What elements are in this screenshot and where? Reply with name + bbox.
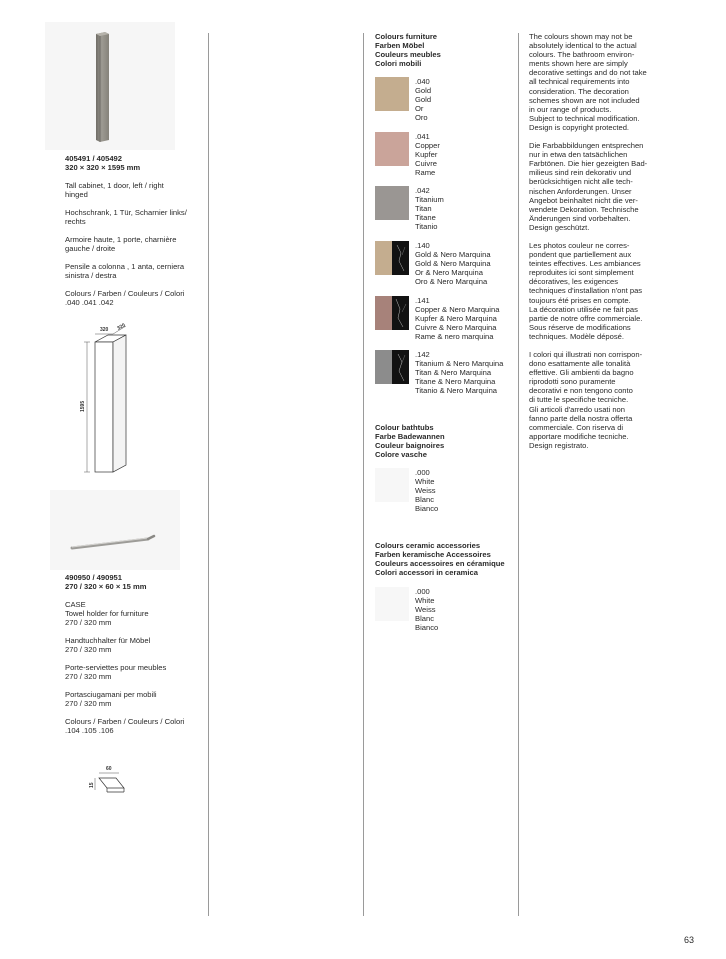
product1-colours-label: Colours / Farben / Couleurs / Colori — [65, 289, 185, 298]
tall-cabinet-image — [45, 22, 175, 150]
drawing1-depth: 320 — [116, 322, 127, 332]
swatch-bathtub-000-white — [375, 468, 409, 502]
disclaimer-it-line: fanno parte della nostra offerta — [529, 413, 633, 423]
swatch-042-it: Titanio — [415, 222, 438, 231]
tall-cabinet-drawing — [72, 320, 142, 480]
column-divider-1 — [208, 33, 209, 916]
furniture-heading-en: Colours furniture — [375, 32, 438, 41]
swatch-141-en: Copper & Nero Marquina — [415, 305, 500, 314]
swatch-042-label — [415, 186, 444, 231]
swatch-140-en: Gold & Nero Marquina — [415, 250, 491, 259]
swatch-040-label — [415, 77, 431, 122]
product2-desc-fr-1: Porte-serviettes pour meubles — [65, 663, 167, 672]
product2-desc-de-1: Handtuchhalter für Möbel — [65, 636, 151, 645]
product2-name: CASE — [65, 600, 86, 609]
disclaimer-it-line: effettive. Gli ambienti da bagno — [529, 368, 634, 378]
disclaimer-it-line: apportare modifiche tecniche. — [529, 431, 629, 441]
bathtubs-colours-heading — [375, 423, 445, 459]
swatch-ceramic-000-white — [375, 587, 409, 621]
drawing2-height: 15 — [89, 782, 95, 788]
swatch-bathtub-000-label — [415, 468, 438, 513]
swatch-141-code: .141 — [415, 296, 430, 305]
swatch-142-label — [415, 350, 503, 395]
swatch-bathtub-it: Bianco — [415, 504, 439, 513]
disclaimer-it-line: riprodotti sono puramente — [529, 377, 616, 387]
disclaimer-de-line: Design geschützt. — [529, 222, 590, 232]
swatch-140-gold-marquina — [375, 241, 409, 275]
disclaimer-en-line: colours. The bathroom environ- — [529, 50, 635, 60]
swatch-041-it: Rame — [415, 168, 436, 177]
swatch-041-en: Copper — [415, 141, 440, 150]
swatch-141-it: Rame & nero marquina — [415, 332, 494, 341]
product1-text — [65, 154, 187, 307]
disclaimer-de-line: berücksichtigen nicht alle tech- — [529, 177, 633, 187]
swatch-142-de: Titan & Nero Marquina — [415, 368, 492, 377]
disclaimer-it-line: Gli articoli d'arredo usati non — [529, 404, 625, 414]
towel-holder-drawing — [86, 760, 136, 800]
ceramic-heading-de: Farben keramische Accessoires — [375, 550, 491, 559]
disclaimer-de-line: wendete Dekoration. Technische — [529, 204, 639, 214]
swatch-041-code: .041 — [415, 132, 430, 141]
swatch-ceramic-de: Weiss — [415, 605, 436, 614]
product2-text — [65, 573, 184, 735]
disclaimer-fr-line: techniques. Modèle déposé. — [529, 331, 624, 341]
disclaimer-en-line: consideration. The decoration — [529, 86, 629, 96]
swatch-042-de: Titan — [415, 204, 432, 213]
swatch-bathtub-en: White — [415, 477, 435, 486]
swatch-142-code: .142 — [415, 350, 430, 359]
tall-cabinet-photo — [45, 22, 175, 150]
swatch-041-label — [415, 132, 440, 177]
swatch-ceramic-en: White — [415, 596, 435, 605]
disclaimer-en — [529, 32, 647, 132]
disclaimer-fr-line: Les photos couleur ne corres- — [529, 240, 630, 250]
swatch-ceramic-000-label — [415, 587, 438, 632]
swatch-040-de: Gold — [415, 95, 432, 104]
disclaimer-en-line: absolutely identical to the actual — [529, 41, 637, 51]
product1-desc-fr-1: Armoire haute, 1 porte, charnière — [65, 235, 177, 244]
disclaimer-en-line: all technical requirements into — [529, 77, 630, 87]
swatch-041-de: Kupfer — [415, 150, 438, 159]
ceramic-colours-heading — [375, 541, 505, 577]
disclaimer-en-line: The colours shown may not be — [529, 32, 633, 41]
disclaimer-en-line: Design is copyright protected. — [529, 122, 630, 132]
product2-desc-it-1: Portasciugamani per mobili — [65, 690, 157, 699]
swatch-bathtub-code: .000 — [415, 468, 430, 477]
disclaimer-fr — [529, 241, 647, 341]
bathtubs-heading-de: Farbe Badewannen — [375, 432, 445, 441]
bathtubs-heading-fr: Couleur baignoires — [375, 441, 445, 450]
product2-desc-it-2: 270 / 320 mm — [65, 699, 112, 708]
swatch-ceramic-fr: Blanc — [415, 614, 434, 623]
disclaimer-it — [529, 350, 647, 450]
disclaimer-fr-line: La décoration utilisée ne fait pas — [529, 304, 638, 314]
swatch-040-en: Gold — [415, 86, 432, 95]
disclaimer-en-line: decorative settings and do not take — [529, 68, 647, 78]
swatch-142-it: Titanio & Nero Marquina — [415, 386, 498, 395]
swatch-140-de: Gold & Nero Marquina — [415, 259, 491, 268]
disclaimer-en-line: Subject to technical modification. — [529, 113, 640, 123]
ceramic-heading-fr: Couleurs accessoires en céramique — [375, 559, 505, 568]
product2-code: 490950 / 490951 — [65, 573, 123, 582]
swatch-040-gold — [375, 77, 409, 111]
product2-colours-label: Colours / Farben / Couleurs / Colori — [65, 717, 185, 726]
disclaimer-de-line: Angebot beinhaltet nicht die ver- — [529, 195, 638, 205]
disclaimer-it-line: I colori qui illustrati non corrispon- — [529, 350, 643, 359]
disclaimer-fr-line: Sous réserve de modifications — [529, 322, 631, 332]
furniture-heading-fr: Couleurs meubles — [375, 50, 441, 59]
disclaimer-fr-line: toujours été prises en compte. — [529, 295, 631, 305]
towel-holder-image — [50, 490, 180, 570]
product2-colours-codes: .104 .105 .106 — [65, 726, 114, 735]
disclaimer-de — [529, 141, 647, 232]
swatch-040-it: Oro — [415, 113, 428, 122]
ceramic-heading-it: Colori accessori in ceramica — [375, 568, 478, 577]
swatch-ceramic-it: Bianco — [415, 623, 439, 632]
disclaimer-fr-line: reproduites ici sont simplement — [529, 268, 634, 278]
product2-desc-de-2: 270 / 320 mm — [65, 645, 112, 654]
disclaimer-en-line: in our range of products. — [529, 104, 612, 114]
disclaimer-fr-line: pondent que partiellement aux — [529, 250, 632, 260]
product2-desc-en-2: 270 / 320 mm — [65, 618, 112, 627]
swatch-040-code: .040 — [415, 77, 430, 86]
column-divider-2 — [363, 33, 364, 916]
swatch-140-code: .140 — [415, 241, 430, 250]
disclaimer-de-line: Die Farbabbildungen entsprechen — [529, 141, 644, 151]
swatch-041-copper — [375, 132, 409, 166]
swatch-ceramic-code: .000 — [415, 587, 430, 596]
product2-desc-fr-2: 270 / 320 mm — [65, 672, 112, 681]
product1-desc-it-2: sinistra / destra — [65, 271, 117, 280]
furniture-heading-it: Colori mobili — [375, 59, 422, 68]
swatch-140-fr: Or & Nero Marquina — [415, 268, 483, 277]
swatch-041-fr: Cuivre — [415, 159, 437, 168]
disclaimer-en-line: ments shown here are simply — [529, 59, 628, 69]
drawing1-width: 320 — [100, 327, 109, 333]
swatch-141-fr: Cuivre & Nero Marquina — [415, 323, 497, 332]
column-divider-3 — [518, 33, 519, 916]
swatch-042-fr: Titane — [415, 213, 436, 222]
swatch-040-fr: Or — [415, 104, 424, 113]
page-number: 63 — [684, 935, 695, 945]
disclaimer-it-line: dono esattamente alle tonalità — [529, 359, 631, 369]
product1-desc-en-2: hinged — [65, 190, 88, 199]
swatch-141-copper-marquina — [375, 296, 409, 330]
furniture-heading-de: Farben Möbel — [375, 41, 425, 50]
disclaimer-de-line: Farbtönen. Die hier gezeigten Bad- — [529, 159, 648, 169]
swatch-042-en: Titanium — [415, 195, 444, 204]
ceramic-heading-en: Colours ceramic accessories — [375, 541, 481, 550]
disclaimer-it-line: commerciale. Con riserva di — [529, 422, 624, 432]
product2-dims: 270 / 320 × 60 × 15 mm — [65, 582, 147, 591]
disclaimer-de-line: Änderungen sind vorbehalten. — [529, 213, 631, 223]
swatch-141-label — [415, 296, 499, 341]
disclaimer-fr-line: teintes effectives. Les ambiances — [529, 259, 641, 269]
disclaimer-en-line: schemes shown are not included — [529, 95, 640, 105]
swatch-140-it: Oro & Nero Marquina — [415, 277, 488, 286]
disclaimer-de-line: milieus sind rein dekorativ und — [529, 168, 632, 178]
bathtubs-heading-en: Colour bathtubs — [375, 423, 434, 432]
swatch-141-de: Kupfer & Nero Marquina — [415, 314, 497, 323]
product1-dims: 320 × 320 × 1595 mm — [65, 163, 141, 172]
disclaimer-fr-line: partie de notre offre commerciale. — [529, 313, 643, 323]
product2-desc-en-1: Towel holder for furniture — [65, 609, 149, 618]
disclaimer-column — [529, 32, 647, 450]
drawing2-width: 60 — [106, 766, 112, 772]
product1-desc-en-1: Tall cabinet, 1 door, left / right — [65, 181, 164, 190]
product1-desc-de-2: rechts — [65, 217, 86, 226]
disclaimer-it-line: di tutte le specifiche tecniche. — [529, 395, 629, 405]
disclaimer-it-line: Design registrato. — [529, 440, 589, 450]
towel-holder-photo — [50, 490, 180, 570]
swatch-bathtub-fr: Blanc — [415, 495, 434, 504]
product1-code: 405491 / 405492 — [65, 154, 123, 163]
furniture-colours-heading — [375, 32, 441, 68]
disclaimer-de-line: nur in etwa den tatsächlichen — [529, 150, 628, 160]
product1-desc-it-1: Pensile a colonna , 1 anta, cerniera — [65, 262, 185, 271]
product1-desc-fr-2: gauche / droite — [65, 244, 116, 253]
swatch-bathtub-de: Weiss — [415, 486, 436, 495]
disclaimer-it-line: decorativi e non tengono conto — [529, 386, 633, 396]
swatch-140-label — [415, 241, 491, 286]
swatch-142-titanium-marquina — [375, 350, 409, 384]
swatch-042-code: .042 — [415, 186, 430, 195]
swatch-142-fr: Titane & Nero Marquina — [415, 377, 496, 386]
disclaimer-de-line: nischen Anforderungen. Unser — [529, 186, 632, 196]
product1-colours-codes: .040 .041 .042 — [65, 298, 114, 307]
product1-desc-de-1: Hochschrank, 1 Tür, Scharnier links/ — [65, 208, 187, 217]
swatch-142-en: Titanium & Nero Marquina — [415, 359, 504, 368]
bathtubs-heading-it: Colore vasche — [375, 450, 427, 459]
drawing1-height: 1595 — [80, 400, 86, 412]
swatch-042-titanium — [375, 186, 409, 220]
disclaimer-fr-line: techniques d'installation n'ont pas — [529, 286, 643, 296]
disclaimer-fr-line: décoratives, les exigences — [529, 277, 619, 287]
